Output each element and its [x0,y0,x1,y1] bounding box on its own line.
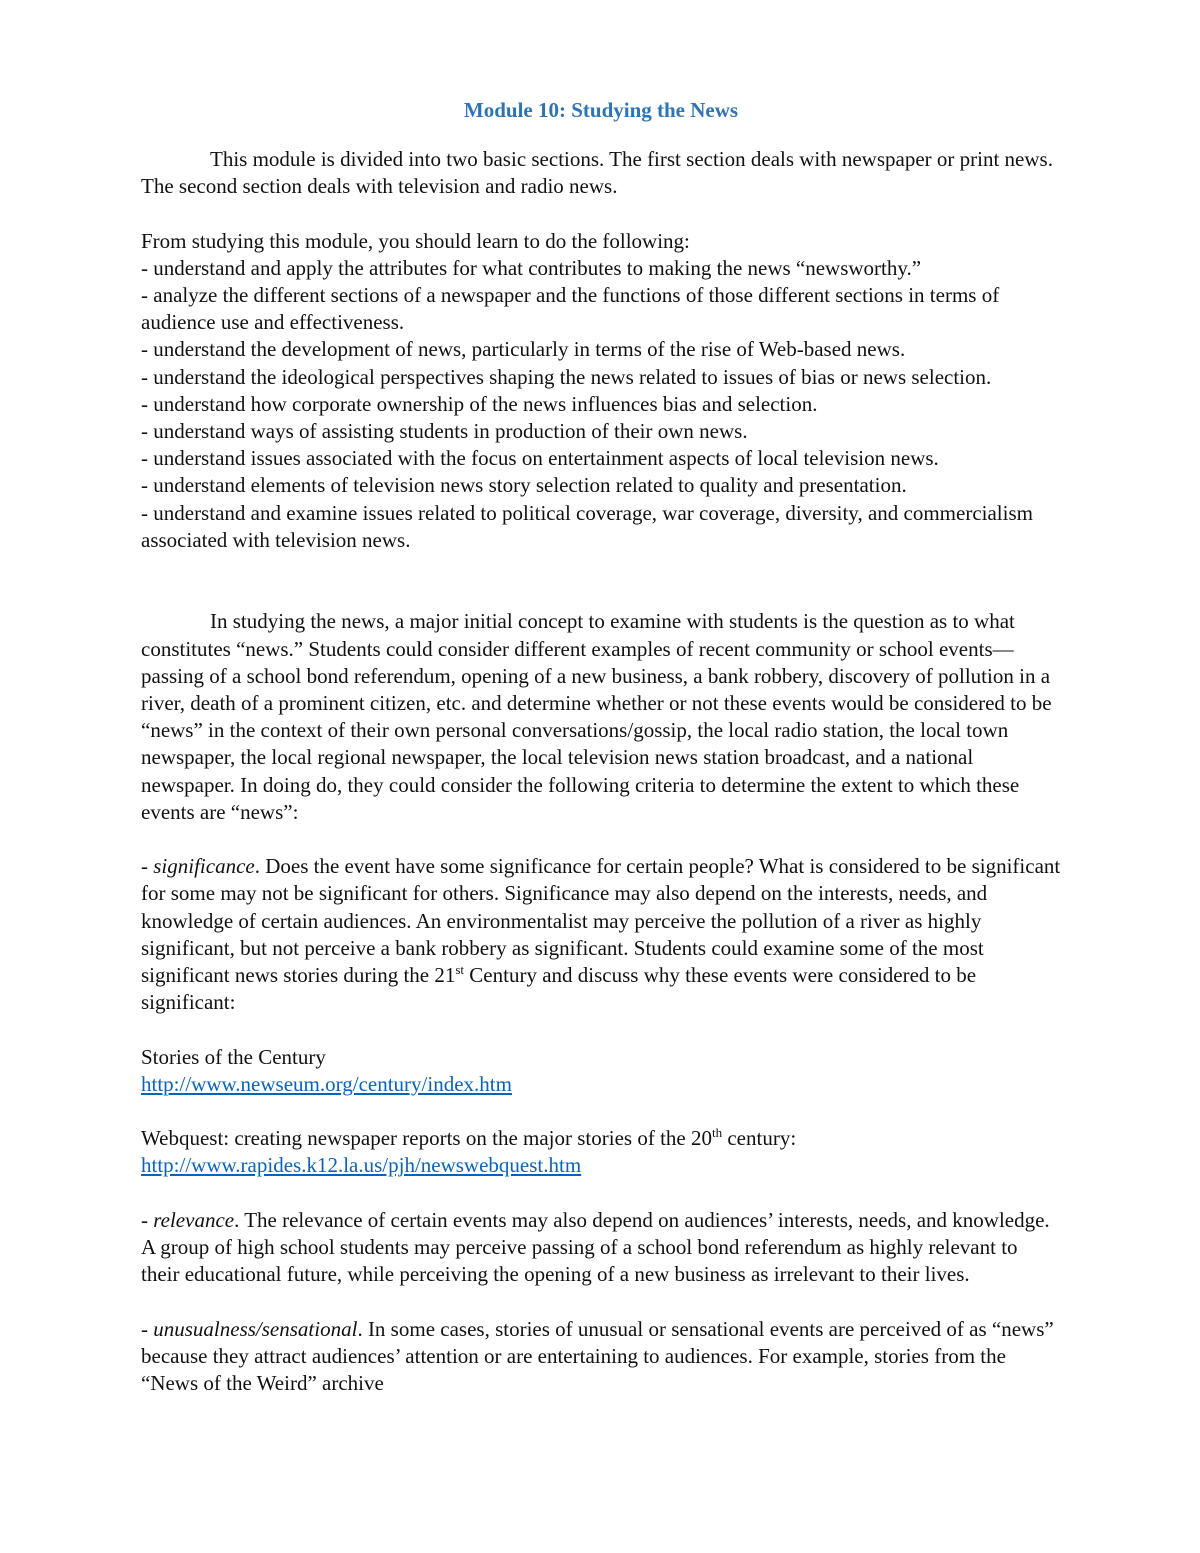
significance-text: . Does the event have some significance for certain people? What is considered to be significant for some may not be significant for others. Significance may also depend on the interests, needs, and knowledge of certain audiences. An environmentalist may perceive the pollution of a river as highly significant, but not perceive a bank robbery as significant. Students could examine some of the most significant news stories during the 21 [141,854,1061,988]
objective-item: - understand ways of assisting students in production of their own news. [141,419,748,444]
stories-link[interactable]: http://www.newseum.org/century/index.htm [141,1071,512,1096]
objectives-heading: From studying this module, you should learn to do the following: [141,228,690,253]
unusualness-paragraph [141,1316,1061,1398]
objective-item: - understand the development of news, particularly in terms of the rise of Web-based news. [141,337,906,362]
objective-item: - understand the ideological perspectives shaping the news related to issues of bias or news selection. [141,364,992,389]
webquest-label [141,1125,1061,1152]
intro-paragraph: This module is divided into two basic sections. The first section deals with newspaper or print news. The second section deals with television and radio news. [141,147,1053,199]
spacer [141,826,1061,853]
document-page [141,92,1061,1397]
significance-text-end: Century and discuss why these events were considered to be significant: [141,963,977,1015]
webquest-sup: th [711,1125,723,1141]
unusualness-prefix: - [141,1316,154,1341]
objective-item: - understand and examine issues related to political coverage, war coverage, diversity, and commercialism associated with television news. [141,500,1033,552]
objective-item: - understand how corporate ownership of the news influences bias and selection. [141,391,818,416]
webquest-link[interactable]: http://www.rapides.k12.la.us/pjh/newswebquest.htm [141,1153,582,1178]
spacer [141,1016,1061,1043]
relevance-term: relevance [153,1207,235,1232]
webquest-label-text: Webquest: creating newspaper reports on the major stories of the 20 [141,1126,712,1151]
significance-paragraph [141,853,1061,1016]
spacer [141,1288,1061,1315]
spacer [141,1180,1061,1207]
objective-item: - analyze the different sections of a newspaper and the functions of those different sections in terms of audience use and effectiveness. [141,283,1000,335]
relevance-prefix: - [141,1207,154,1232]
objective-item: - understand and apply the attributes for what contributes to making the news “newsworthy.” [141,255,922,280]
webquest-label-end: century: [722,1126,797,1151]
body-paragraph: In studying the news, a major initial concept to examine with students is the question as to what constitutes “news.” Students could consider different examples of recent community or school events—passing of a school bond referendum, opening of a new business, a bank robbery, discovery of pollution in a river, death of a prominent citizen, etc. and determine whether or not these events would be considered to be “news” in the context of their own personal conversations/gossip, the local radio station, the local town newspaper, the local regional newspaper, the local television news station broadcast, and a national newspaper. In doing do, they could consider the following criteria to determine the extent to which these events are “news”: [141,609,1052,824]
objectives-list [141,255,1061,554]
unusualness-text: . In some cases, stories of unusual or sensational events are perceived of as “news” because they attract audiences’ attention or are entertaining to audiences. For example, stories from the “News of the Weird” archive [141,1316,1054,1396]
spacer [141,1098,1061,1125]
objective-item: - understand elements of television news story selection related to quality and presentation. [141,473,907,498]
page-title: Module 10: Studying the News [463,98,739,122]
spacer [141,554,1061,608]
relevance-paragraph [141,1207,1061,1289]
spacer [141,200,1061,227]
relevance-text: . The relevance of certain events may also depend on audiences’ interests, needs, and knowledge. A group of high school students may perceive passing of a school bond referendum as highly relevant to their educational future, while perceiving the opening of a new business as irrelevant to their lives. [141,1207,1050,1287]
significance-term: significance [153,854,255,879]
stories-label: Stories of the Century [141,1044,326,1069]
significance-prefix: - [141,854,154,879]
significance-sup: st [455,962,465,978]
unusualness-term: unusualness/sensational [153,1316,358,1341]
objective-item: - understand issues associated with the focus on entertainment aspects of local television news. [141,446,939,471]
